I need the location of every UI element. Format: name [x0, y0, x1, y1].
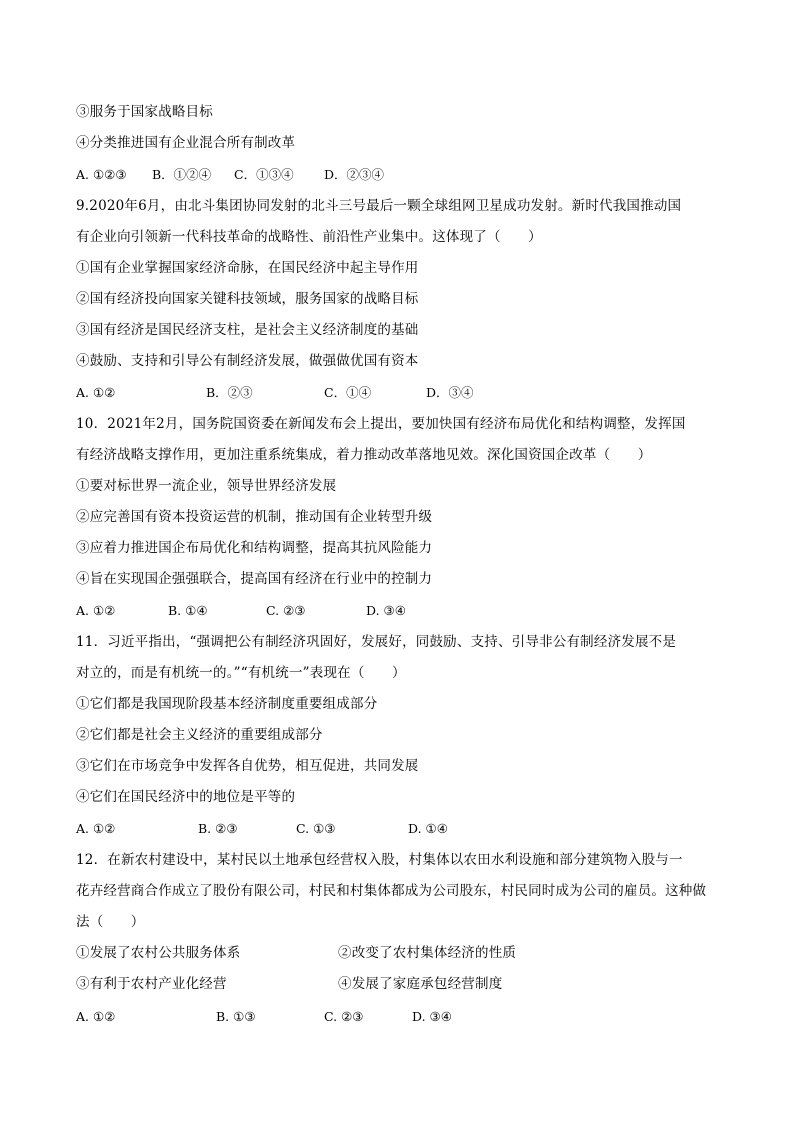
q8-item-4: ④分类推进国有企业混合所有制改革: [76, 135, 296, 151]
q12-item-4: ④发展了家庭承包经营制度: [338, 976, 503, 992]
q8-choice-c: C．①③④: [234, 167, 294, 182]
q8-choice-b: B．①②④: [152, 167, 212, 182]
q9-item-2: ②国有经济投向国家关键科技领域，服务国家的战略目标: [76, 291, 419, 307]
q8-choice-d: D．②③④: [324, 167, 385, 182]
q11-choice-d: D. ①④: [408, 821, 448, 836]
q10-choice-d: D. ③④: [366, 603, 406, 618]
q9-stem-line-2: 有企业向引领新一代科技革命的战略性、前沿性产业集中。这体现了（ ）: [76, 229, 542, 245]
q12-choice-d: D. ③④: [412, 1009, 452, 1024]
q12-choice-b: B. ①③: [216, 1009, 256, 1024]
q11-item-4: ④它们在国民经济中的地位是平等的: [76, 789, 296, 805]
q10-choice-c: C. ②③: [266, 603, 306, 618]
q10-stem-line-2: 有经济战略支撑作用，更加注重系统集成，着力推动改革落地见效。深化国资国企改革（ ）: [76, 447, 652, 463]
q9-item-4: ④鼓励、支持和引导公有制经济发展，做强做优国有资本: [76, 353, 419, 369]
q9-choice-d: D．③④: [426, 385, 474, 400]
q12-stem-line-2: 花卉经营商合作成立了股份有限公司，村民和村集体都成为公司股东，村民同时成为公司的雇员。这种做: [76, 883, 707, 899]
q10-stem-line-1: 10．2021年2月，国务院国资委在新闻发布会上提出，要加快国有经济布局优化和结构调整，发挥国: [76, 416, 686, 432]
q12-choice-a: A. ①②: [76, 1009, 116, 1024]
q10-item-3: ③应着力推进国企布局优化和结构调整，提高其抗风险能力: [76, 540, 433, 556]
q10-item-1: ①要对标世界一流企业，领导世界经济发展: [76, 478, 337, 494]
q9-item-3: ③国有经济是国民经济支柱，是社会主义经济制度的基础: [76, 322, 419, 338]
q11-item-3: ③它们在市场竞争中发挥各自优势，相互促进，共同发展: [76, 758, 419, 774]
q9-choice-c: C．①④: [324, 385, 372, 400]
q10-item-4: ④旨在实现国企强强联合，提高国有经济在行业中的控制力: [76, 571, 433, 587]
q12-choice-c: C. ②③: [324, 1009, 364, 1024]
q11-stem-line-1: 11．习近平指出，“强调把公有制经济巩固好，发展好，同鼓励、支持、引导非公有制经济发展不是: [76, 634, 677, 650]
q12-item-2: ②改变了农村集体经济的性质: [338, 945, 517, 961]
q10-choice-b: B. ①④: [168, 603, 208, 618]
q11-choice-a: A. ①②: [76, 821, 116, 836]
q12-item-1: ①发展了农村公共服务体系: [76, 945, 241, 961]
q9-choice-b: B．②③: [206, 385, 253, 400]
q11-item-1: ①它们都是我国现阶段基本经济制度重要组成部分: [76, 696, 378, 712]
q11-item-2: ②它们都是社会主义经济的重要组成部分: [76, 727, 323, 743]
q12-stem-line-3: 法（ ）: [76, 914, 145, 930]
q12-stem-line-1: 12．在新农村建设中，某村民以土地承包经营权入股，村集体以农田水利设施和部分建筑物入股与一: [76, 852, 683, 868]
q11-choice-c: C. ①③: [296, 821, 336, 836]
q10-choice-a: A. ①②: [76, 603, 116, 618]
q9-stem-line-1: 9.2020年6月，由北斗集团协同发射的北斗三号最后一颗全球组网卫星成功发射。新时代我国推动国: [76, 198, 682, 214]
q8-item-3: ③服务于国家战略目标: [76, 104, 213, 120]
q10-item-2: ②应完善国有资本投资运营的机制，推动国有企业转型升级: [76, 509, 433, 525]
q12-item-3: ③有利于农村产业化经营: [76, 976, 227, 992]
q9-item-1: ①国有企业掌握国家经济命脉，在国民经济中起主导作用: [76, 260, 419, 276]
q11-stem-line-2: 对立的，而是有机统一的。”“有机统一”表现在（ ）: [76, 665, 406, 681]
q8-choice-a: A. ①②③: [76, 167, 127, 182]
q11-choice-b: B. ②③: [198, 821, 238, 836]
q9-choice-a: A. ①②: [76, 385, 116, 400]
